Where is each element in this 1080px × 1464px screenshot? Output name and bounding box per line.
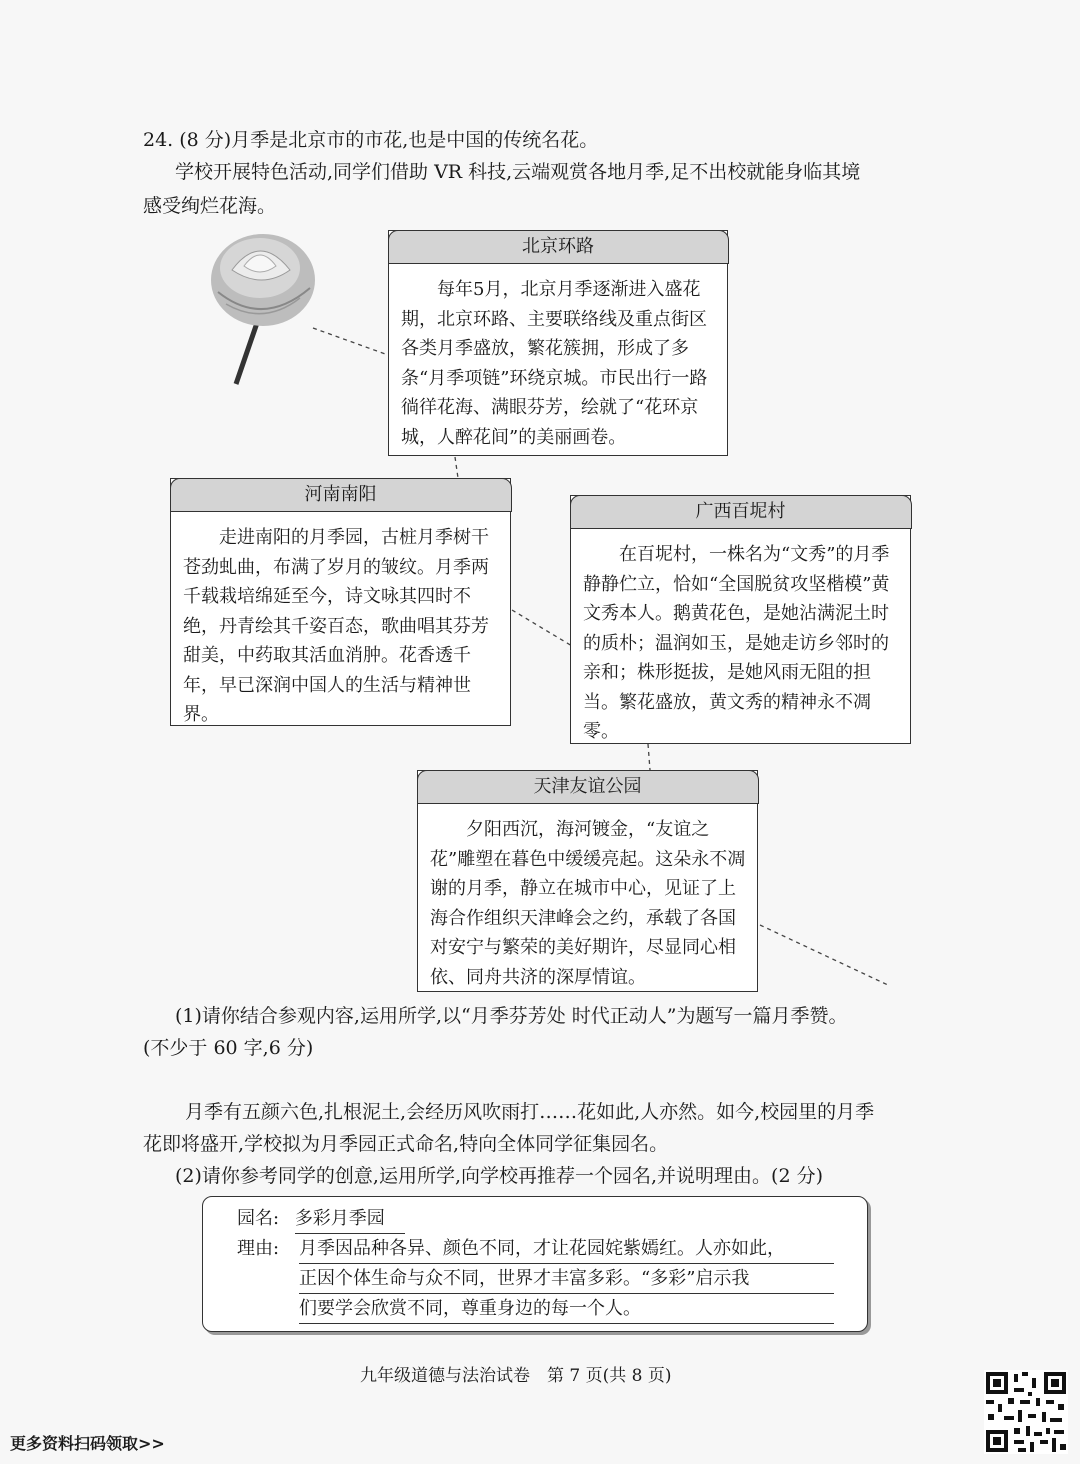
- answer-reason-label: 理由:: [237, 1238, 280, 1259]
- question-intro-line1: 学校开展特色活动,同学们借助 VR 科技,云端观赏各地月季,足不出校就能身临其境: [175, 161, 861, 183]
- card-tianjin-title: 天津友谊公园: [417, 770, 759, 804]
- question-title: 24. (8 分)月季是北京市的市花,也是中国的传统名花。: [143, 129, 599, 151]
- answer-reason-line2: 正因个体生命与众不同，世界才丰富多彩。“多彩”启示我: [299, 1265, 834, 1294]
- part1-prompt-line1: (1)请你结合参观内容,运用所学,以“月季芬芳处 时代正动人”为题写一篇月季赞。: [175, 1005, 848, 1027]
- page-footer: 九年级道德与法治试卷 第 7 页(共 8 页): [360, 1366, 672, 1386]
- card-nanyang: [170, 478, 511, 726]
- card-beijing: [388, 230, 728, 456]
- card-beijing-title: 北京环路: [388, 230, 729, 264]
- answer-reason-line1: 月季因品种各异、颜色不同，才让花园姹紫嫣红。人亦如此，: [299, 1235, 834, 1264]
- card-beijing-text: 每年5月，北京月季逐渐进入盛花期，北京环路、主要联络线及重点街区各类月季盛放，繁花簇拥，形成了多条“月季项链”环绕京城。市民出行一路徜徉花海、满眼芬芳，绘就了“花环京城，人醉花间”的美丽画卷。: [401, 279, 708, 448]
- answer-name-label: 园名:: [237, 1208, 280, 1229]
- part2-prompt: (2)请你参考同学的创意,运用所学,向学校再推荐一个园名,并说明理由。(2 分): [175, 1165, 823, 1187]
- card-tianjin-text: 夕阳西沉，海河镀金，“友谊之花”雕塑在暮色中缓缓亮起。这朵永不凋谢的月季，静立在城市中心，见证了上海合作组织天津峰会之约，承载了各国对安宁与繁荣的美好期许，尽显同心相依、同舟共济的深厚情谊。: [430, 819, 746, 988]
- part1-prompt-line2: (不少于 60 字,6 分): [143, 1037, 314, 1059]
- answer-box: [202, 1196, 868, 1332]
- answer-reason-line3: 们要学会欣赏不同，尊重身边的每一个人。: [299, 1295, 834, 1324]
- card-tianjin: [417, 770, 758, 992]
- answer-name-value: 多彩月季园: [295, 1205, 405, 1234]
- card-guangxi: [570, 495, 911, 744]
- qr-code-icon[interactable]: [984, 1370, 1068, 1454]
- rose-icon: [211, 234, 315, 384]
- part2-intro-line2: 花即将盛开,学校拟为月季园正式命名,特向全体同学征集园名。: [143, 1133, 669, 1155]
- part2-intro-line1: 月季有五颜六色,扎根泥土,会经历风吹雨打……花如此,人亦然。如今,校园里的月季: [185, 1101, 875, 1123]
- card-nanyang-title: 河南南阳: [170, 478, 512, 512]
- card-guangxi-title: 广西百坭村: [570, 495, 912, 529]
- question-intro-line2: 感受绚烂花海。: [143, 195, 277, 217]
- card-nanyang-text: 走进南阳的月季园，古桩月季树干苍劲虬曲，布满了岁月的皱纹。月季两千载栽培绵延至今，诗文咏其四时不绝，丹青绘其千姿百态，歌曲唱其芬芳甜美，中药取其活血消肿。花香透千年，早已深润中国人的生活与精神世界。: [183, 527, 489, 725]
- card-guangxi-text: 在百坭村，一株名为“文秀”的月季静静伫立，恰如“全国脱贫攻坚楷模”黄文秀本人。鹅黄花色，是她沾满泥土时的质朴；温润如玉，是她走访乡邻时的亲和；株形挺拔，是她风雨无阻的担当。繁花盛放，黄文秀的精神永不凋零。: [583, 544, 890, 742]
- more-resources-link[interactable]: 更多资料扫码领取>>: [10, 1434, 165, 1453]
